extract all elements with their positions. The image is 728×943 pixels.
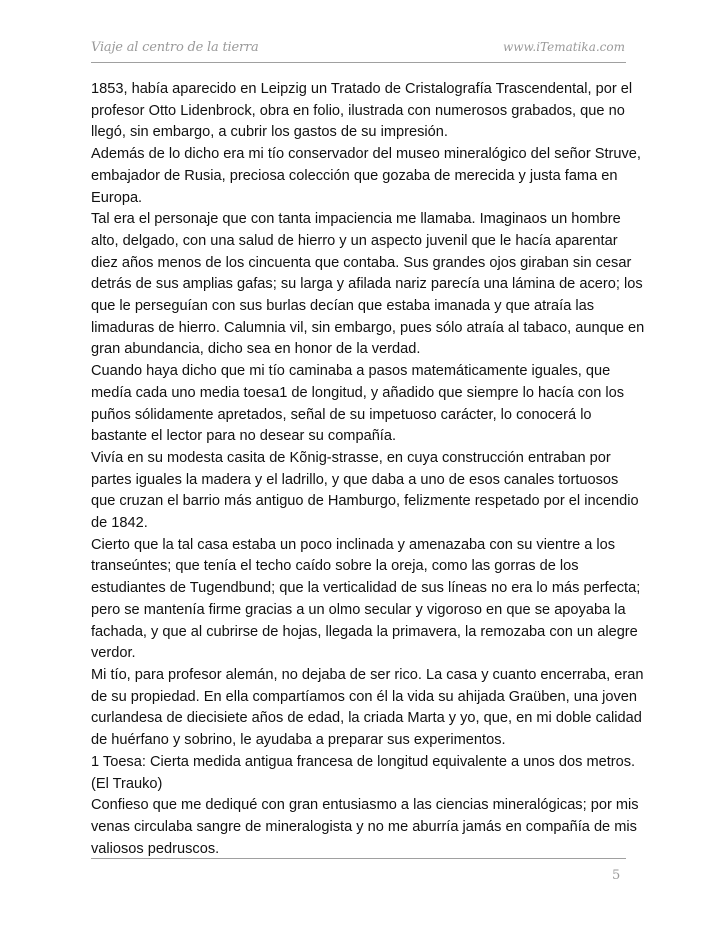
text-line: Vivía en su modesta casita de Kõnig-strasse, en cuya construcción entraban por: [91, 449, 611, 466]
text-line: de 1842.: [91, 515, 148, 532]
text-line: venas circulaba sangre de mineralogista y no me aburría jamás en compañía de mis: [91, 818, 637, 835]
footnote-line: 1 Toesa: Cierta medida antigua francesa de longitud equivalente a unos dos metros.: [91, 753, 636, 770]
text-line: 1853, había aparecido en Leipzig un Tratado de Cristalografía Trascendental, por el: [91, 81, 633, 97]
header-divider: [91, 62, 626, 63]
text-line: diez años menos de los cincuenta que contaba. Sus grandes ojos giraban sin cesar: [91, 254, 632, 271]
text-line: bastante el lector para no desear su compañía.: [91, 428, 397, 445]
text-line: fachada, y que al cubrirse de hojas, llegada la primavera, la remozaba con un alegre: [91, 623, 638, 640]
text-line: embajador de Rusia, preciosa colección que gozaba de merecida y justa fama en: [91, 167, 618, 184]
text-line: Tal era el personaje que con tanta impaciencia me llamaba. Imaginaos un hombre: [91, 211, 621, 228]
text-line: de su propiedad. En ella compartíamos con él la vida su ahijada Graüben, una joven: [91, 688, 637, 705]
text-line: verdor.: [91, 645, 136, 662]
text-line: pero se mantenía firme gracias a un olmo secular y vigoroso en que se apoyaba la: [91, 601, 626, 618]
text-line: gran abundancia, dicho sea en honor de la verdad.: [91, 341, 421, 358]
header-website: www.iTematika.com: [503, 40, 625, 54]
text-line: medía cada uno media toesa1 de longitud, y añadido que siempre lo hacía con los: [91, 384, 625, 401]
text-line: puños sólidamente apretados, señal de su impetuoso carácter, lo conocerá lo: [91, 406, 592, 423]
text-line: Cuando haya dicho que mi tío caminaba a pasos matemáticamente iguales, que: [91, 363, 611, 380]
text-line: detrás de sus amplias gafas; su larga y afilada nariz parecía una lámina de acero; los: [91, 276, 643, 293]
text-line: curlandesa de diecisiete años de edad, la criada Marta y yo, que, en mi doble calidad: [91, 710, 642, 727]
text-line: llegó, sin embargo, a cubrir los gastos de su impresión.: [91, 124, 448, 141]
text-line: Europa.: [91, 189, 143, 206]
text-line: transeúntes; que tenía el techo caído sobre la oreja, como las gorras de los: [91, 558, 579, 575]
text-line: profesor Otto Lidenbrock, obra en folio, ilustrada con numerosos grabados, que no: [91, 102, 625, 119]
footer-divider: [91, 858, 626, 859]
text-line: partes iguales la madera y el ladrillo, y que daba a uno de esos canales tortuosos: [91, 471, 619, 488]
text-line: Además de lo dicho era mi tío conservador del museo mineralógico del señor Struve,: [91, 146, 641, 163]
text-line: Confieso que me dediqué con gran entusiasmo a las ciencias mineralógicas; por mis: [91, 797, 639, 814]
text-line: alto, delgado, con una salud de hierro y un aspecto juvenil que le hacía aparentar: [91, 232, 618, 249]
text-line: Cierto que la tal casa estaba un poco inclinada y amenazaba con su vientre a los: [91, 536, 616, 553]
header-book-title: Viaje al centro de la tierra: [91, 40, 259, 55]
footnote-line: (El Trauko): [91, 775, 163, 792]
page-number: 5: [612, 868, 621, 883]
text-line: que le perseguían con sus burlas decían que estaba imanada y que atraía las: [91, 298, 595, 315]
text-line: estudiantes de Tugendbund; que la verticalidad de sus líneas no era lo más perfecta;: [91, 580, 641, 597]
text-line: de huérfano y sobrino, le ayudaba a preparar sus experimentos.: [91, 732, 506, 749]
text-line: que cruzan el barrio más antiguo de Hamburgo, felizmente respetado por el incendio: [91, 493, 639, 510]
text-line: valiosos pedruscos.: [91, 840, 220, 857]
body-text: [91, 79, 651, 860]
text-line: Mi tío, para profesor alemán, no dejaba de ser rico. La casa y cuanto encerraba, eran: [91, 666, 644, 683]
text-line: limaduras de hierro. Calumnia vil, sin embargo, pues sólo atraía al tabaco, aunque en: [91, 319, 645, 336]
